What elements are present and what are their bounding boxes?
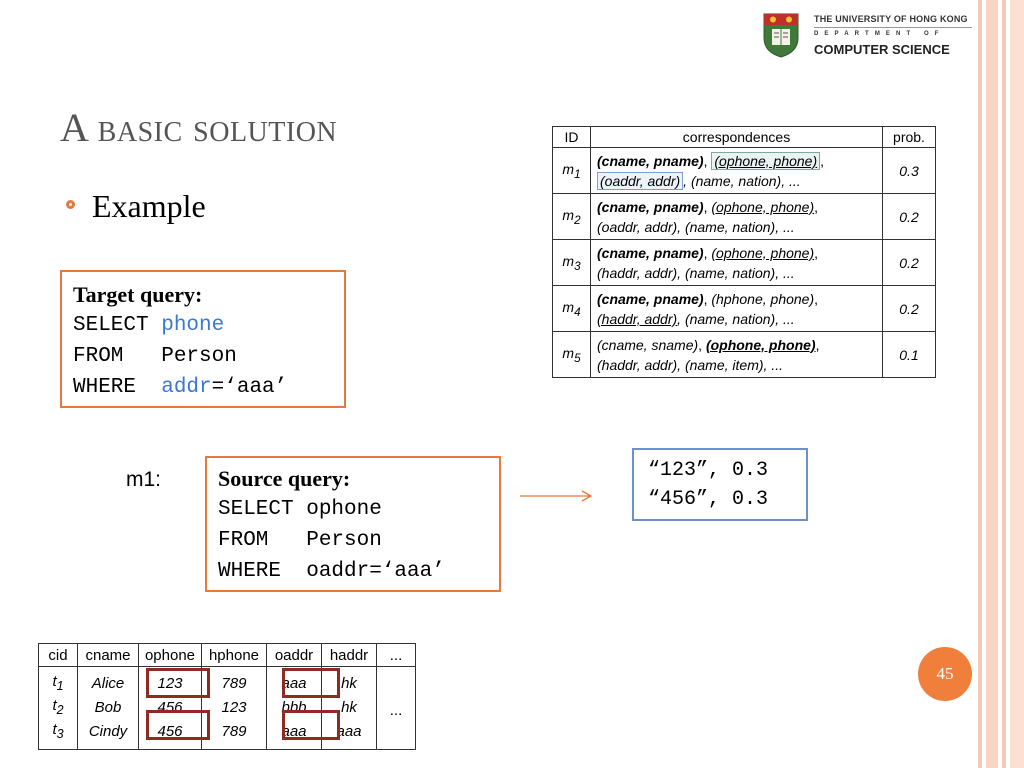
ophone-cell: 456 <box>139 696 202 720</box>
result-line: “123”, 0.3 <box>648 459 769 482</box>
cid-subscript: 3 <box>56 727 64 741</box>
target-query-box <box>60 270 346 408</box>
corr-rest: , (name, nation), ... <box>677 310 795 327</box>
corr-pair-highlighted: (oaddr, addr) <box>597 172 683 190</box>
oaddr-cell: aaa <box>267 667 322 697</box>
cid-cell <box>39 720 78 750</box>
query-results-box <box>632 448 808 521</box>
mapping-id <box>553 240 591 286</box>
where-value: =‘aaa’ <box>211 376 288 399</box>
table-row <box>39 667 416 697</box>
decor-stripe <box>1002 0 1006 768</box>
source-query-where: WHERE oaddr=‘aaa’ <box>218 560 445 583</box>
corr-pair: (cname, pname) <box>597 244 704 261</box>
source-query-from: FROM Person <box>218 529 382 552</box>
corr-pair-highlighted: (ophone, phone) <box>711 152 820 170</box>
probability-cell: 0.1 <box>883 332 936 378</box>
target-query-where <box>73 372 344 403</box>
arrow-right-icon <box>520 488 594 504</box>
mapping-id <box>553 286 591 332</box>
id-text: m <box>562 206 575 223</box>
select-attribute: phone <box>161 314 225 337</box>
corr-pair: (oaddr, addr) <box>597 218 678 235</box>
correspondence-cell: (cname, pname), (hphone, phone), (haddr, addr), (name, nation), ... <box>591 286 883 332</box>
oaddr-cell: aaa <box>267 720 322 750</box>
bullet-icon <box>66 200 75 209</box>
mapping-id <box>553 332 591 378</box>
bullet-text: Example <box>92 188 206 224</box>
id-text: m <box>562 344 575 361</box>
probability-cell: 0.2 <box>883 286 936 332</box>
column-header: ID <box>553 127 591 148</box>
university-name: THE UNIVERSITY OF HONG KONG <box>814 14 968 24</box>
corr-pair: (hphone, phone) <box>711 290 815 307</box>
select-keyword: SELECT <box>73 314 162 337</box>
university-crest-icon <box>762 12 800 58</box>
slide-title: A basic solution <box>60 105 338 150</box>
column-header: ... <box>377 644 416 667</box>
source-query-select: SELECT ophone <box>218 498 382 521</box>
mapping-id <box>553 194 591 240</box>
column-header: prob. <box>883 127 936 148</box>
highlight-box-oaddr-t3 <box>282 710 340 740</box>
corr-rest: , (name, nation), ... <box>677 264 795 281</box>
decor-stripe <box>978 0 982 768</box>
id-text: m <box>562 252 575 269</box>
id-subscript: 3 <box>574 259 581 273</box>
ellipsis-cell: ... <box>377 667 416 750</box>
correspondence-cell: (cname, pname), (ophone, phone) , (oaddr, addr) , (name, nation), ... <box>591 148 883 194</box>
hphone-cell: 123 <box>202 696 267 720</box>
id-text: m <box>562 298 575 315</box>
department-label: DEPARTMENT OF <box>814 31 945 37</box>
cid-text: t <box>52 697 57 714</box>
column-header: oaddr <box>267 644 322 667</box>
ophone-cell: 123 <box>139 667 202 697</box>
highlight-box-oaddr-t1 <box>282 668 340 698</box>
table-row <box>553 240 936 286</box>
correspondence-table <box>552 126 936 378</box>
mapping-id <box>553 148 591 194</box>
source-query-title: Source query: <box>218 466 351 491</box>
probability-cell: 0.2 <box>883 240 936 286</box>
source-data-table <box>38 643 416 750</box>
school-name: COMPUTER SCIENCE <box>814 42 950 57</box>
column-header: cname <box>78 644 139 667</box>
corr-pair: (cname, pname) <box>597 290 704 307</box>
cname-cell: Bob <box>78 696 139 720</box>
where-keyword: WHERE <box>73 376 162 399</box>
target-query-select <box>73 310 344 341</box>
id-text: m <box>562 160 575 177</box>
target-query-title: Target query: <box>73 282 203 307</box>
highlight-box-ophone-t1 <box>146 668 210 698</box>
column-header: haddr <box>322 644 377 667</box>
id-subscript: 2 <box>574 213 581 227</box>
table-header-row <box>39 644 416 667</box>
corr-pair: (ophone, phone) <box>705 336 816 353</box>
table-row <box>553 332 936 378</box>
target-query-from: FROM Person <box>73 345 237 368</box>
table-row <box>39 720 416 750</box>
hphone-cell: 789 <box>202 720 267 750</box>
hphone-cell: 789 <box>202 667 267 697</box>
cid-subscript: 2 <box>56 703 64 717</box>
page-number-badge: 45 <box>918 647 972 701</box>
corr-rest: , (name, nation), ... <box>677 218 795 235</box>
cid-text: t <box>52 673 57 690</box>
table-row <box>553 148 936 194</box>
column-header: cid <box>39 644 78 667</box>
decor-stripe <box>1010 0 1024 768</box>
cid-subscript: 1 <box>56 679 64 693</box>
cname-cell: Cindy <box>78 720 139 750</box>
corr-pair: (haddr, addr) <box>597 264 678 281</box>
ophone-cell: 456 <box>139 720 202 750</box>
corr-pair: (cname, pname) <box>597 152 704 169</box>
table-header-row <box>553 127 936 148</box>
decor-stripe <box>986 0 998 768</box>
haddr-cell: hk <box>322 667 377 697</box>
column-header: hphone <box>202 644 267 667</box>
cid-cell <box>39 667 78 697</box>
column-header: ophone <box>139 644 202 667</box>
logo-divider <box>814 27 972 28</box>
id-subscript: 5 <box>574 351 581 365</box>
source-query-box <box>205 456 501 592</box>
haddr-cell: aaa <box>322 720 377 750</box>
table-row <box>39 696 416 720</box>
corr-pair: (ophone, phone) <box>711 198 815 215</box>
corr-pair: (ophone, phone) <box>711 244 815 261</box>
id-subscript: 1 <box>574 167 581 181</box>
cname-cell: Alice <box>78 667 139 697</box>
where-attribute: addr <box>161 376 212 399</box>
column-header: correspondences <box>591 127 883 148</box>
correspondence-cell: (cname, pname), (ophone, phone), (haddr, addr), (name, nation), ... <box>591 240 883 286</box>
cid-cell <box>39 696 78 720</box>
corr-rest: , (name, item), ... <box>677 356 783 373</box>
table-row <box>553 286 936 332</box>
university-logo <box>762 10 974 60</box>
corr-rest: , (name, nation), ... <box>683 172 801 189</box>
cid-text: t <box>52 721 57 738</box>
mapping-label: m1: <box>126 468 162 491</box>
corr-pair: (haddr, addr) <box>597 310 678 327</box>
probability-cell: 0.3 <box>883 148 936 194</box>
probability-cell: 0.2 <box>883 194 936 240</box>
table-row <box>553 194 936 240</box>
highlight-box-ophone-t3 <box>146 710 210 740</box>
correspondence-cell: (cname, sname), (ophone, phone), (haddr, addr), (name, item), ... <box>591 332 883 378</box>
id-subscript: 4 <box>574 305 581 319</box>
result-line: “456”, 0.3 <box>648 488 769 511</box>
haddr-cell: hk <box>322 696 377 720</box>
oaddr-cell: bbb <box>267 696 322 720</box>
corr-pair: (cname, pname) <box>597 198 704 215</box>
corr-pair: (cname, sname) <box>597 336 699 353</box>
correspondence-cell: (cname, pname), (ophone, phone), (oaddr, addr), (name, nation), ... <box>591 194 883 240</box>
corr-pair: (haddr, addr) <box>597 356 678 373</box>
